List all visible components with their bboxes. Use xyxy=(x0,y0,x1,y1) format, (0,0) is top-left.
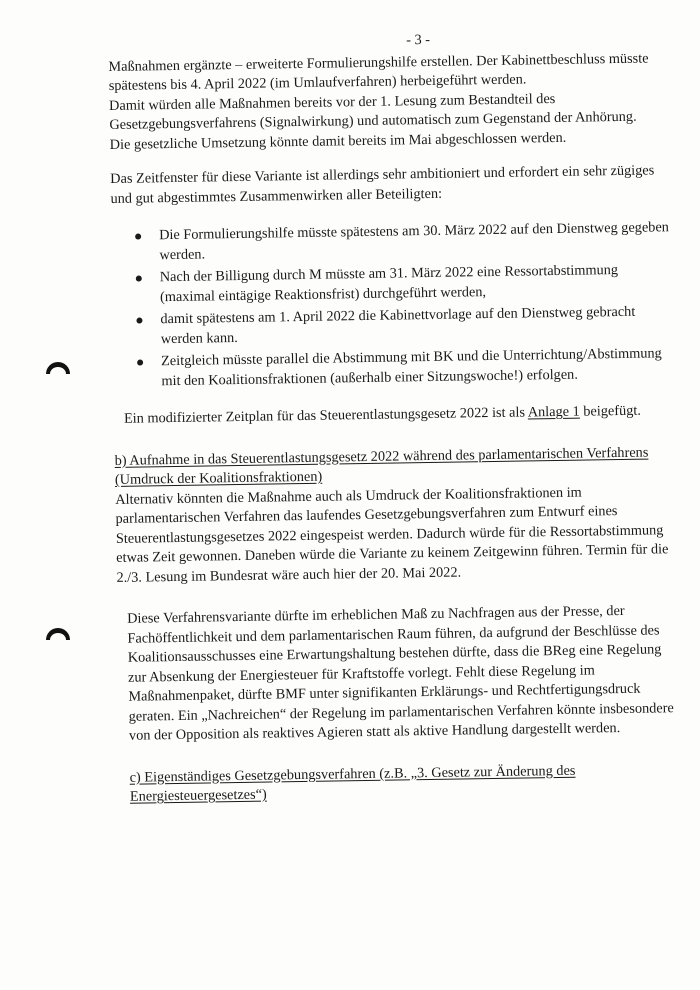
bullet-text: Nach der Billigung durch M müsste am 31. März 2022 eine Ressortabstimmung (maximal eintägige Reaktionsfrist) durchgeführt werden, xyxy=(159,262,619,305)
punch-hole-mark-top xyxy=(46,362,70,374)
page-number: - 3 - xyxy=(406,31,431,49)
bullet-icon xyxy=(137,359,143,365)
zeitplan-text-after: beigefügt. xyxy=(579,402,642,420)
intro-paragraph-2: Damit würden alle Maßnahmen bereits vor der 1. Lesung zum Bestandteil des Gesetzgebungsverfahrens (Signalwirkung) und automatisch zum Gegenstand der Anhörung. xyxy=(108,90,637,133)
anlage-reference: Anlage 1 xyxy=(527,403,580,421)
bullet-text: damit spätestens am 1. April 2022 die Kabinettvorlage auf den Dienstweg gebracht werden kann. xyxy=(160,303,636,347)
bullet-list xyxy=(111,218,674,392)
intro-paragraph-3: Die gesetzliche Umsetzung könnte damit bereits im Mai abgeschlossen werden. xyxy=(109,129,567,153)
verfahrensvariante-paragraph: Diese Verfahrensvariante dürfte im erheblichen Maß zu Nachfragen aus der Presse, der Fachöffentlichkeit und dem parlamentarischen Raum führen, da aufgrund der Beschlüsse des Koalitionsausschusses eine Erwartungshaltung bestehen dürfte, dass die BReg eine Regelung zur Absenkung der Energiesteuer für Kraftstoffe vorlegt. Fehlt diese Regelung im Maßnahmenpaket, dürfte BMF unter signifikanten Erklärungs- und Rechtfertigungsdruck geraten. Ein „Nachreichen“ der Regelung im parlamentarischen Verfahren könnte insbesondere von der Opposition als reaktives Agieren statt als aktive Handlung dargestellt werden. xyxy=(127,602,674,744)
bullet-text: Die Formulierungshilfe müsste spätestens am 30. März 2022 auf den Dienstweg gegeben werden. xyxy=(159,219,670,263)
section-b-heading: b) Aufnahme in das Steuerentlastungsgesetz 2022 während des parlamentarischen Verfahrens (Umdruck der Koalitionsfraktionen) xyxy=(114,444,649,488)
bullet-text: Zeitgleich müsste parallel die Abstimmung mit BK und die Unterrichtung/Abstimmung mit den Koalitionsfraktionen (außerhalb einer Sitzungswoche!) erfolgen. xyxy=(160,345,662,389)
intro-paragraph-1: Maßnahmen ergänzte – erweiterte Formulierungshilfe erstellen. Der Kabinettbeschluss müsste spätestens bis 4. April 2022 (im Umlaufverfahren) herbeigeführt werden. xyxy=(108,50,649,94)
list-item xyxy=(113,344,674,392)
bullet-icon xyxy=(135,234,141,240)
section-b-body: Alternativ könnten die Maßnahme auch als Umdruck der Koalitionsfraktionen im parlamentarischen Verfahren das laufendes Gesetzgebungsverfahren zum Entwurf eines Steuerentlastungsgesetzes 2022 eingespeist werden. Dadurch würde für die Ressortabstimmung etwas Zeit gewonnen. Daneben würde die Variante zu keinem Zeitgewinn führen. Termin für die 2./3. Lesung im Bundesrat wäre auch hier der 20. Mai 2022. xyxy=(115,484,669,586)
punch-hole-mark-bottom xyxy=(46,628,70,640)
section-c-heading: c) Eigenständiges Gesetzgebungsverfahren (z.B. „3. Gesetz zur Änderung des Energiesteuergesetzes“) xyxy=(129,762,576,805)
zeitplan-text-before: Ein modifizierter Zeitplan für das Steuerentlastungsgesetz 2022 ist als xyxy=(123,404,528,427)
bullet-icon xyxy=(136,317,142,323)
document-body xyxy=(108,27,680,807)
zeitfenster-paragraph: Das Zeitfenster für diese Variante ist allerdings sehr ambitioniert und erfordert ein sehr zügiges und gut abgestimmtes Zusammenwirken aller Beteiligten: xyxy=(110,162,655,207)
list-item xyxy=(111,218,672,266)
list-item xyxy=(112,302,673,350)
bullet-icon xyxy=(136,275,142,281)
list-item xyxy=(112,260,673,308)
